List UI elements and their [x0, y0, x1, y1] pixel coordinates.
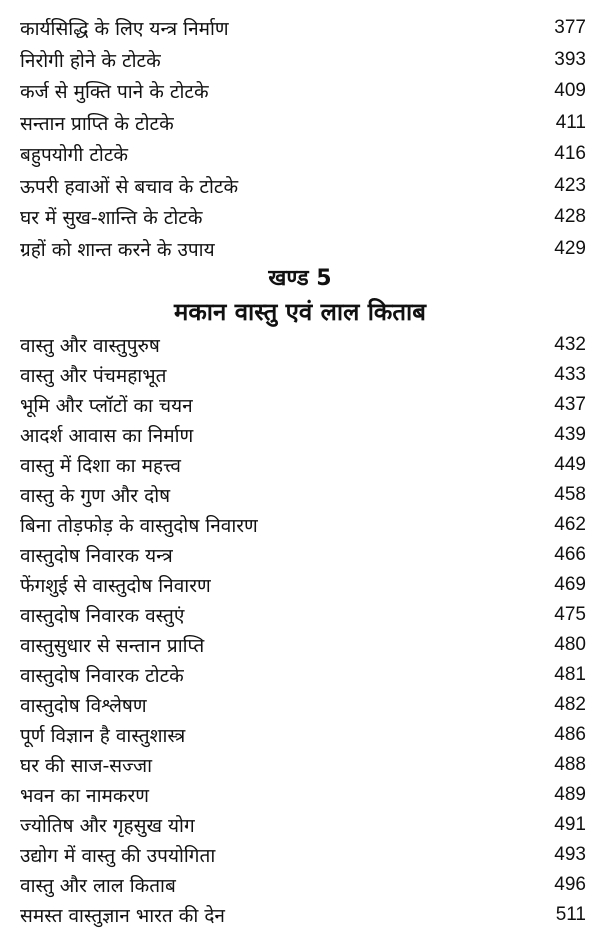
toc-entry	[20, 480, 586, 510]
entry-page-number: 486	[554, 724, 586, 745]
entry-title: ऊपरी हवाओं से बचाव के टोटके	[20, 175, 239, 198]
toc-entry	[20, 690, 586, 720]
entry-title: आदर्श आवास का निर्माण	[20, 425, 194, 447]
toc-entry	[20, 202, 586, 232]
entry-title: ग्रहों को शान्त करने के उपाय	[20, 238, 215, 261]
entry-page-number: 493	[554, 844, 586, 865]
toc-entry	[20, 139, 586, 169]
toc-entry	[20, 900, 586, 930]
toc-entry	[20, 570, 586, 600]
part-title: मकान वास्तु एवं लाल किताब	[174, 298, 426, 326]
toc-entry	[20, 720, 586, 750]
entry-page-number: 429	[554, 237, 586, 259]
entry-title: फेंगशुई से वास्तुदोष निवारण	[20, 575, 211, 597]
entry-page-number: 393	[554, 48, 586, 70]
entry-page-number: 432	[554, 334, 586, 355]
toc-entry	[20, 108, 586, 138]
entry-page-number: 423	[554, 174, 586, 196]
entry-page-number: 416	[554, 143, 586, 164]
entry-page-number: 488	[554, 754, 586, 775]
entry-title: वास्तु और लाल किताब	[20, 875, 176, 897]
entry-page-number: 449	[554, 454, 586, 475]
toc-entry	[20, 171, 586, 201]
entry-title: वास्तु और वास्तुपुरुष	[20, 335, 160, 357]
toc-entry	[20, 234, 586, 264]
entry-page-number: 437	[554, 394, 586, 415]
entry-title: घर में सुख-शान्ति के टोटके	[20, 207, 203, 229]
toc-entry	[20, 420, 586, 450]
entry-title: बहुपयोगी टोटके	[20, 144, 128, 166]
toc-entry	[20, 870, 586, 900]
entry-title: पूर्ण विज्ञान है वास्तुशास्त्र	[20, 725, 186, 747]
part-label: खण्ड 5	[268, 266, 332, 291]
entry-page-number: 511	[555, 904, 586, 925]
toc-entry	[20, 810, 586, 840]
toc-entry	[20, 510, 586, 540]
entry-title: उद्योग में वास्तु की उपयोगिता	[20, 845, 216, 867]
entry-page-number: 481	[554, 664, 586, 685]
toc-entry	[20, 76, 586, 106]
entry-page-number: 466	[554, 544, 586, 565]
entry-title: वास्तुदोष निवारक टोटके	[20, 665, 184, 687]
entry-page-number: 462	[554, 514, 586, 535]
entry-title: बिना तोड़फोड़ के वास्तुदोष निवारण	[20, 515, 258, 537]
toc-entry	[20, 600, 586, 630]
entry-page-number: 439	[554, 424, 586, 445]
toc-entry	[20, 630, 586, 660]
entry-title: सन्तान प्राप्ति के टोटके	[20, 112, 174, 135]
entry-title: घर की साज-सज्जा	[20, 755, 153, 777]
entry-page-number: 458	[554, 484, 586, 505]
entry-title: वास्तुदोष निवारक यन्त्र	[20, 545, 173, 567]
entry-title: समस्त वास्तुज्ञान भारत की देन	[20, 905, 225, 927]
entry-title: भवन का नामकरण	[20, 785, 149, 807]
entry-title: भूमि और प्लॉटों का चयन	[20, 395, 193, 417]
entry-page-number: 482	[554, 694, 586, 715]
entry-page-number: 480	[554, 634, 586, 655]
toc-entry	[20, 840, 586, 870]
entry-title: वास्तुदोष विश्लेषण	[20, 695, 147, 717]
toc-entry	[20, 13, 586, 43]
entry-title: वास्तु और पंचमहाभूत	[20, 365, 167, 387]
entry-title: निरोगी होने के टोटके	[20, 49, 161, 72]
entry-page-number: 491	[554, 814, 586, 835]
entry-page-number: 489	[554, 784, 586, 805]
toc-entry	[20, 45, 586, 75]
entry-title: कार्यसिद्धि के लिए यन्त्र निर्माण	[20, 18, 229, 40]
entry-title: वास्तु के गुण और दोष	[20, 485, 171, 507]
entry-page-number: 496	[554, 874, 586, 895]
toc-entry	[20, 780, 586, 810]
entry-title: कर्ज से मुक्ति पाने के टोटके	[20, 81, 209, 103]
toc-entry	[20, 450, 586, 480]
entry-page-number: 469	[554, 574, 586, 595]
entry-page-number: 411	[555, 111, 586, 133]
toc-entry	[20, 330, 586, 360]
toc-entry	[20, 660, 586, 690]
entry-page-number: 409	[554, 80, 586, 101]
entry-title: ज्योतिष और गृहसुख योग	[20, 815, 195, 837]
toc-entry	[20, 750, 586, 780]
entry-title: वास्तुदोष निवारक वस्तुएं	[20, 605, 185, 627]
toc-entry	[20, 360, 586, 390]
entry-title: वास्तु में दिशा का महत्त्व	[20, 455, 181, 477]
entry-page-number: 428	[554, 206, 586, 227]
entry-page-number: 475	[554, 604, 586, 625]
toc-entry	[20, 390, 586, 420]
entry-page-number: 377	[554, 17, 586, 38]
entry-page-number: 433	[554, 364, 586, 385]
toc-entry	[20, 540, 586, 570]
entry-title: वास्तुसुधार से सन्तान प्राप्ति	[20, 635, 205, 657]
